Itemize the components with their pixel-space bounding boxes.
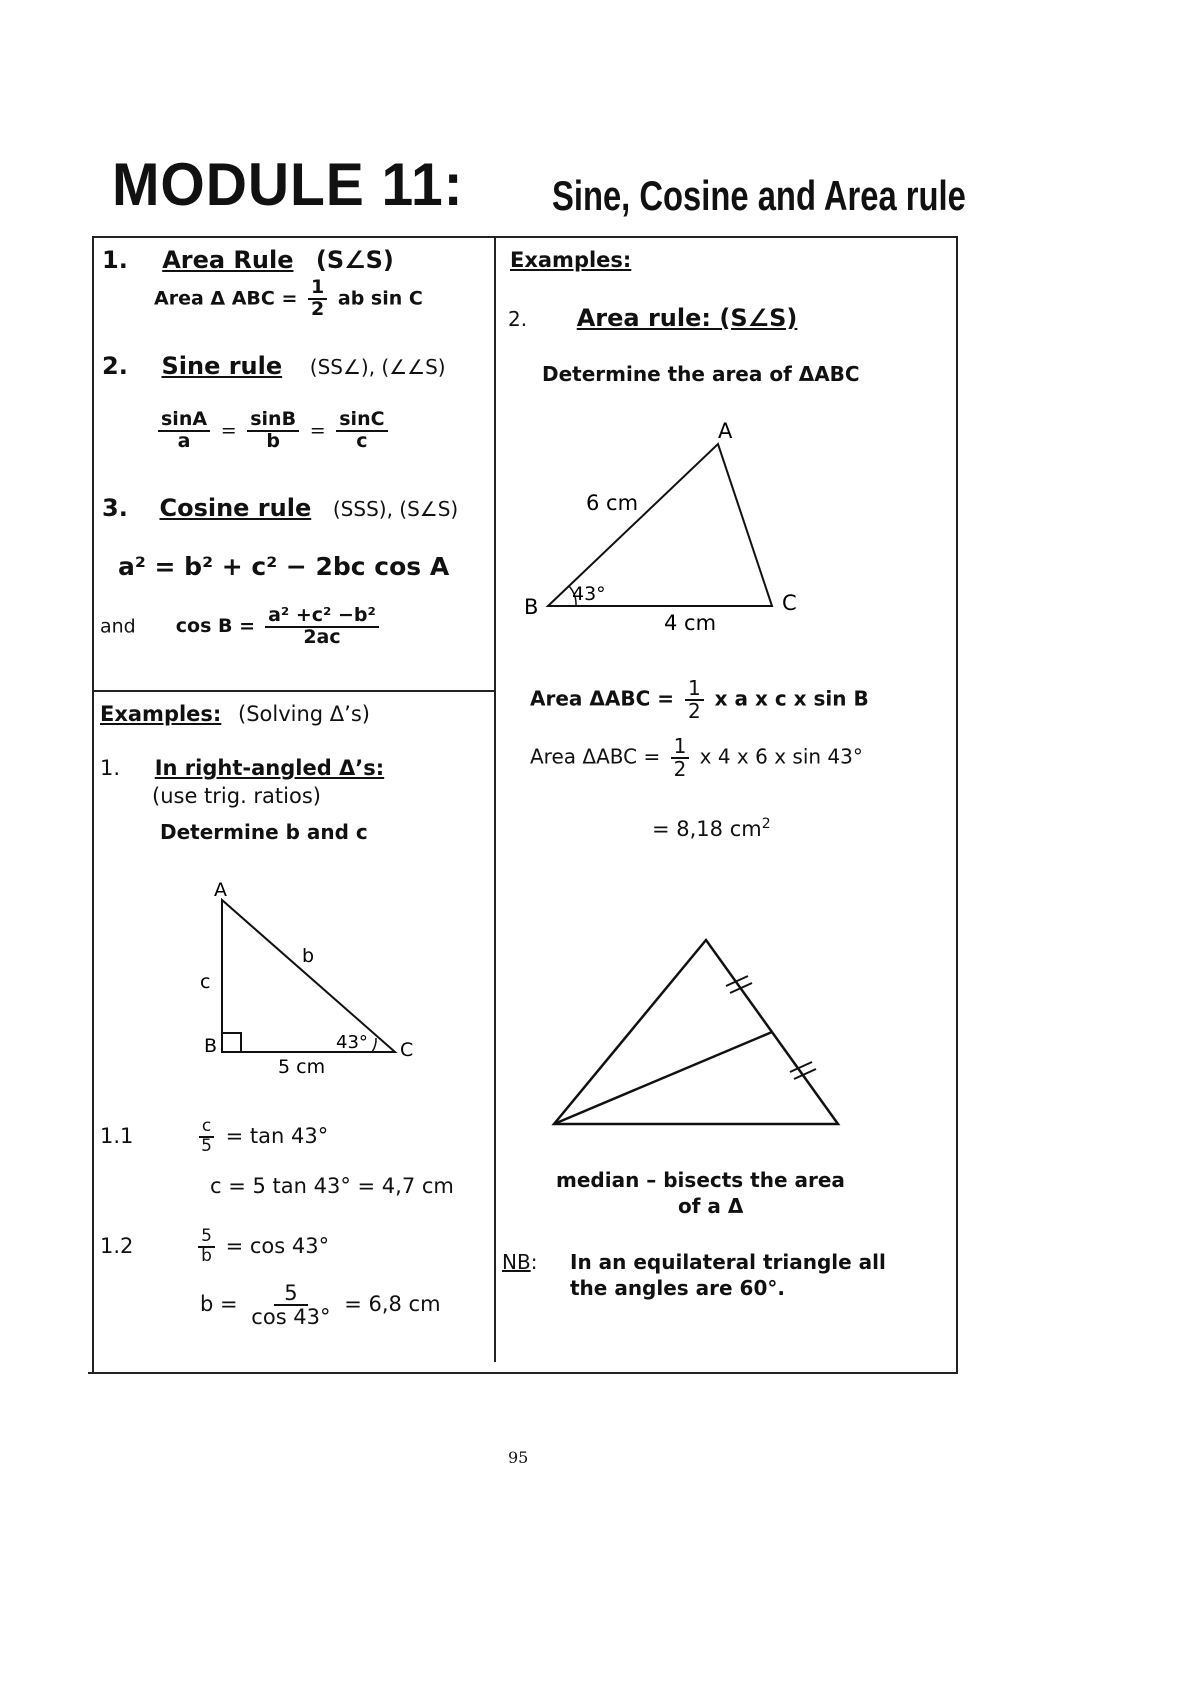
step-1-2-frac2-num: 5 (274, 1282, 307, 1306)
cosine-b-lhs: cos B = (175, 615, 256, 638)
median-triangle-outline (554, 940, 838, 1124)
area-calc-3 (652, 816, 771, 841)
module-label: MODULE 11: (112, 151, 464, 218)
nb-line-2: the angles are 60°. (570, 1276, 785, 1300)
step-1-2-rhs: = cos 43° (225, 1233, 330, 1258)
cosine-rule-title: Cosine rule (159, 494, 312, 522)
area-calc-2-rhs: x 4 x 6 x sin 43° (699, 744, 863, 769)
angle-arc-c (372, 1038, 376, 1052)
step-1-1 (100, 1118, 328, 1156)
left-examples-heading (100, 702, 370, 726)
sine-frac2-den: b (266, 429, 280, 452)
area-calc-2 (530, 736, 863, 780)
area-calc-3-text: = 8,18 cm (652, 817, 762, 841)
triangle2-outline (548, 444, 772, 606)
tri1-vertex-a: A (214, 879, 227, 901)
cosine-rule-heading (102, 494, 458, 522)
right-angle-marker (222, 1033, 241, 1052)
area-frac-num: 1 (308, 278, 327, 300)
step-1-2 (100, 1228, 329, 1266)
step-1-1-line2: c = 5 tan 43° = 4,7 cm (210, 1174, 454, 1198)
area-calc-2-frac-den: 2 (673, 757, 687, 781)
median-caption-2: of a Δ (678, 1194, 744, 1218)
nb-line-1: In an equilateral triangle all (570, 1250, 886, 1274)
sine-eq1: = (220, 419, 237, 442)
cosine-b-frac-num: a² +c² −b² (265, 606, 379, 628)
step-1-1-number: 1.1 (100, 1123, 134, 1148)
triangle1-outline (222, 900, 395, 1052)
example2-number: 2. (508, 307, 528, 331)
box-bottom-border (88, 1372, 956, 1374)
cosine-rule-formula: a² = b² + c² − 2bc cos A (118, 552, 450, 581)
example2-task: Determine the area of ΔABC (542, 362, 860, 386)
sine-rule-number: 2. (102, 352, 128, 380)
box-top-border (92, 236, 958, 238)
area-calc-1 (530, 678, 869, 722)
step-1-2-frac-num: 5 (198, 1228, 215, 1248)
area-rule-heading (102, 246, 394, 274)
tri1-vertex-b: B (204, 1035, 218, 1057)
sine-rule-condition: (SS∠), (∠∠S) (309, 355, 446, 379)
area-rule-title: Area Rule (162, 246, 294, 274)
area-rule-formula (154, 278, 423, 320)
sine-frac1-den: a (177, 429, 191, 452)
median-caption-1: median – bisects the area (556, 1168, 845, 1192)
area-calc-1-lhs: Area ΔABC = (530, 686, 674, 711)
tri1-side-c: c (200, 971, 211, 993)
page-title (112, 150, 966, 230)
step-1-1-frac-num: c (199, 1118, 214, 1138)
nb-colon: : (530, 1250, 538, 1274)
example1-heading (100, 756, 384, 780)
tri2-vertex-b: B (524, 595, 539, 619)
step-1-1-frac-den: 5 (201, 1135, 212, 1156)
step-1-2-frac-den: b (201, 1245, 212, 1266)
tri2-angle: 43° (572, 583, 606, 605)
sine-frac1-num: sinA (158, 410, 210, 432)
area-calc-1-frac-num: 1 (685, 678, 704, 701)
tri2-base: 4 cm (664, 611, 717, 635)
median-line (554, 1032, 772, 1124)
step-1-2-lhs2: b = (200, 1292, 238, 1317)
median-triangle-diagram (540, 926, 860, 1136)
step-1-2-rhs2: = 6,8 cm (344, 1292, 441, 1317)
example2-heading (508, 304, 797, 332)
sine-frac3-den: c (356, 429, 368, 452)
right-examples-title: Examples: (510, 248, 632, 272)
nb-note (502, 1250, 537, 1274)
tri2-side-label: 6 cm (586, 491, 639, 515)
area-rule-number: 1. (102, 246, 128, 274)
right-triangle-diagram (190, 870, 430, 1085)
cosine-and: and (100, 615, 136, 638)
left-examples-note: (Solving Δ’s) (238, 702, 370, 726)
sine-rule-heading (102, 352, 446, 380)
sine-frac3-num: sinC (336, 410, 387, 432)
area-formula-rhs: ab sin C (337, 287, 423, 310)
area-triangle-diagram (520, 412, 820, 642)
example2-title: Area rule: (S∠S) (576, 304, 798, 332)
tri1-base: 5 cm (278, 1056, 326, 1078)
area-calc-1-rhs: x a x c x sin B (714, 686, 869, 711)
step-1-2-frac2-den: cos 43° (251, 1305, 331, 1330)
module-subtitle: Sine, Cosine and Area rule (552, 172, 966, 219)
cosine-rule-condition: (SSS), (S∠S) (332, 497, 459, 521)
page-number: 95 (508, 1448, 529, 1467)
area-frac-den: 2 (311, 297, 325, 320)
cosine-b-frac-den: 2ac (303, 625, 341, 648)
example1-task: Determine b and c (160, 820, 368, 844)
cosine-rule-number: 3. (102, 494, 128, 522)
area-calc-2-lhs: Area ΔABC = (530, 744, 661, 769)
sine-rule-formula (154, 410, 392, 452)
sine-rule-title: Sine rule (161, 352, 283, 380)
column-divider (494, 236, 496, 1362)
box-right-border (956, 236, 958, 1374)
box-left-border (92, 236, 94, 1372)
example1-number: 1. (100, 756, 121, 780)
tri2-vertex-c: C (782, 591, 797, 615)
step-1-2-line2 (200, 1282, 441, 1328)
sine-eq2: = (309, 419, 326, 442)
area-formula-lhs: Area Δ ABC = (154, 287, 298, 310)
left-section-divider (92, 690, 494, 692)
example1-sub: (use trig. ratios) (152, 784, 321, 808)
tri1-vertex-c: C (400, 1039, 414, 1061)
area-calc-2-frac-num: 1 (671, 736, 690, 759)
left-examples-title: Examples: (100, 702, 222, 726)
area-calc-1-frac-den: 2 (687, 699, 701, 723)
sine-frac2-num: sinB (247, 410, 299, 432)
tri2-vertex-a: A (718, 419, 733, 443)
nb-label: NB (502, 1250, 531, 1274)
cosine-rule-formula-2 (100, 606, 383, 648)
area-rule-condition: (S∠S) (315, 246, 394, 274)
tick-mark-1b (730, 983, 752, 993)
step-1-1-rhs: = tan 43° (225, 1123, 329, 1148)
step-1-2-number: 1.2 (100, 1233, 134, 1258)
example1-title: In right-angled Δ’s: (154, 756, 385, 780)
area-calc-3-sup: 2 (761, 816, 771, 832)
tri1-side-b: b (302, 945, 315, 967)
tri1-angle: 43° (336, 1032, 368, 1053)
